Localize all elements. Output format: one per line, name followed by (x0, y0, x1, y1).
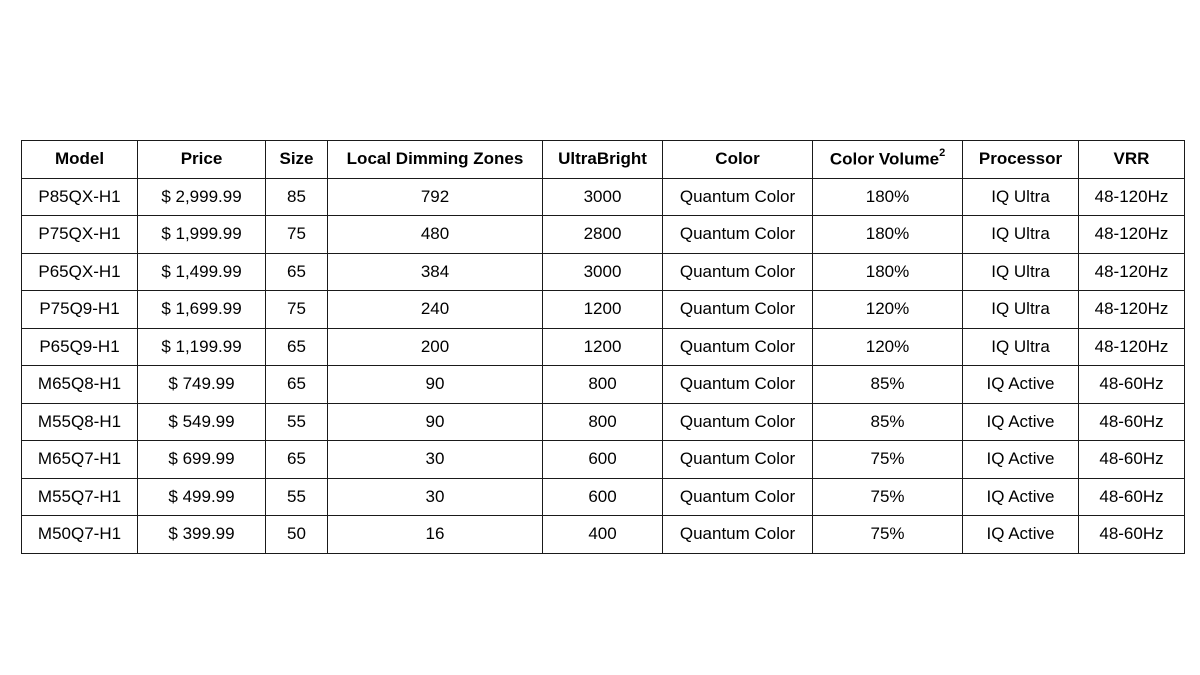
cell-price: $ 699.99 (138, 441, 266, 479)
cell-price: $ 399.99 (138, 516, 266, 554)
cell-price: $ 1,199.99 (138, 328, 266, 366)
cell-local-dimming-zones: 30 (328, 478, 543, 516)
col-header-model: Model (22, 141, 138, 179)
cell-local-dimming-zones: 384 (328, 253, 543, 291)
cell-processor: IQ Ultra (963, 216, 1079, 254)
cell-color: Quantum Color (663, 403, 813, 441)
cell-ultrabright: 1200 (543, 328, 663, 366)
cell-local-dimming-zones: 480 (328, 216, 543, 254)
cell-processor: IQ Active (963, 516, 1079, 554)
cell-color-volume: 75% (813, 441, 963, 479)
cell-ultrabright: 2800 (543, 216, 663, 254)
tv-spec-table (21, 140, 1185, 554)
cell-ultrabright: 800 (543, 403, 663, 441)
cell-vrr: 48-120Hz (1079, 216, 1185, 254)
cell-model: M65Q8-H1 (22, 366, 138, 404)
cell-processor: IQ Active (963, 366, 1079, 404)
cell-ultrabright: 3000 (543, 178, 663, 216)
cell-local-dimming-zones: 90 (328, 403, 543, 441)
cell-size: 50 (266, 516, 328, 554)
cell-price: $ 499.99 (138, 478, 266, 516)
col-header-ultrabright: UltraBright (543, 141, 663, 179)
cell-model: P65QX-H1 (22, 253, 138, 291)
cell-color: Quantum Color (663, 253, 813, 291)
cell-processor: IQ Ultra (963, 178, 1079, 216)
cell-local-dimming-zones: 240 (328, 291, 543, 329)
cell-processor: IQ Ultra (963, 253, 1079, 291)
cell-local-dimming-zones: 90 (328, 366, 543, 404)
cell-model: M55Q8-H1 (22, 403, 138, 441)
cell-color: Quantum Color (663, 478, 813, 516)
cell-model: M55Q7-H1 (22, 478, 138, 516)
cell-model: M65Q7-H1 (22, 441, 138, 479)
cell-local-dimming-zones: 16 (328, 516, 543, 554)
color-volume-label: Color Volume (829, 149, 940, 169)
cell-color: Quantum Color (663, 216, 813, 254)
cell-size: 55 (266, 403, 328, 441)
cell-model: M50Q7-H1 (22, 516, 138, 554)
footnote-marker: 2 (939, 146, 946, 159)
table-row (22, 178, 1185, 216)
cell-model: P65Q9-H1 (22, 328, 138, 366)
cell-vrr: 48-60Hz (1079, 478, 1185, 516)
table-row (22, 366, 1185, 404)
cell-price: $ 749.99 (138, 366, 266, 404)
table-row (22, 328, 1185, 366)
cell-ultrabright: 600 (543, 441, 663, 479)
cell-size: 75 (266, 216, 328, 254)
cell-price: $ 2,999.99 (138, 178, 266, 216)
cell-model: P85QX-H1 (22, 178, 138, 216)
cell-vrr: 48-120Hz (1079, 328, 1185, 366)
cell-size: 65 (266, 328, 328, 366)
cell-ultrabright: 800 (543, 366, 663, 404)
cell-vrr: 48-60Hz (1079, 516, 1185, 554)
col-header-local-dimming-zones: Local Dimming Zones (328, 141, 543, 179)
cell-vrr: 48-60Hz (1079, 403, 1185, 441)
cell-color: Quantum Color (663, 441, 813, 479)
col-header-size: Size (266, 141, 328, 179)
table-row (22, 253, 1185, 291)
table-row (22, 441, 1185, 479)
cell-color-volume: 120% (813, 328, 963, 366)
cell-color: Quantum Color (663, 516, 813, 554)
cell-size: 65 (266, 253, 328, 291)
cell-local-dimming-zones: 200 (328, 328, 543, 366)
cell-processor: IQ Ultra (963, 328, 1079, 366)
cell-color-volume: 180% (813, 253, 963, 291)
cell-color: Quantum Color (663, 366, 813, 404)
cell-model: P75QX-H1 (22, 216, 138, 254)
cell-processor: IQ Active (963, 403, 1079, 441)
col-header-price: Price (138, 141, 266, 179)
cell-price: $ 1,999.99 (138, 216, 266, 254)
cell-price: $ 549.99 (138, 403, 266, 441)
col-header-color: Color (663, 141, 813, 179)
cell-size: 55 (266, 478, 328, 516)
cell-processor: IQ Active (963, 441, 1079, 479)
cell-size: 75 (266, 291, 328, 329)
cell-ultrabright: 400 (543, 516, 663, 554)
cell-price: $ 1,699.99 (138, 291, 266, 329)
cell-processor: IQ Ultra (963, 291, 1079, 329)
cell-price: $ 1,499.99 (138, 253, 266, 291)
cell-color: Quantum Color (663, 291, 813, 329)
cell-color-volume: 180% (813, 216, 963, 254)
col-header-color-volume (813, 141, 963, 179)
table-row (22, 403, 1185, 441)
cell-color-volume: 85% (813, 403, 963, 441)
col-header-vrr: VRR (1079, 141, 1185, 179)
table-row (22, 216, 1185, 254)
table-row (22, 478, 1185, 516)
cell-color-volume: 180% (813, 178, 963, 216)
cell-ultrabright: 3000 (543, 253, 663, 291)
col-header-processor: Processor (963, 141, 1079, 179)
cell-size: 85 (266, 178, 328, 216)
table-row (22, 291, 1185, 329)
cell-size: 65 (266, 366, 328, 404)
cell-vrr: 48-120Hz (1079, 253, 1185, 291)
cell-vrr: 48-120Hz (1079, 178, 1185, 216)
cell-color-volume: 85% (813, 366, 963, 404)
cell-local-dimming-zones: 30 (328, 441, 543, 479)
cell-color: Quantum Color (663, 328, 813, 366)
cell-color: Quantum Color (663, 178, 813, 216)
table-row (22, 516, 1185, 554)
cell-ultrabright: 600 (543, 478, 663, 516)
cell-color-volume: 75% (813, 516, 963, 554)
cell-ultrabright: 1200 (543, 291, 663, 329)
cell-color-volume: 120% (813, 291, 963, 329)
cell-vrr: 48-60Hz (1079, 366, 1185, 404)
cell-model: P75Q9-H1 (22, 291, 138, 329)
cell-vrr: 48-120Hz (1079, 291, 1185, 329)
cell-processor: IQ Active (963, 478, 1079, 516)
cell-size: 65 (266, 441, 328, 479)
cell-local-dimming-zones: 792 (328, 178, 543, 216)
header-row (22, 141, 1185, 179)
cell-vrr: 48-60Hz (1079, 441, 1185, 479)
cell-color-volume: 75% (813, 478, 963, 516)
